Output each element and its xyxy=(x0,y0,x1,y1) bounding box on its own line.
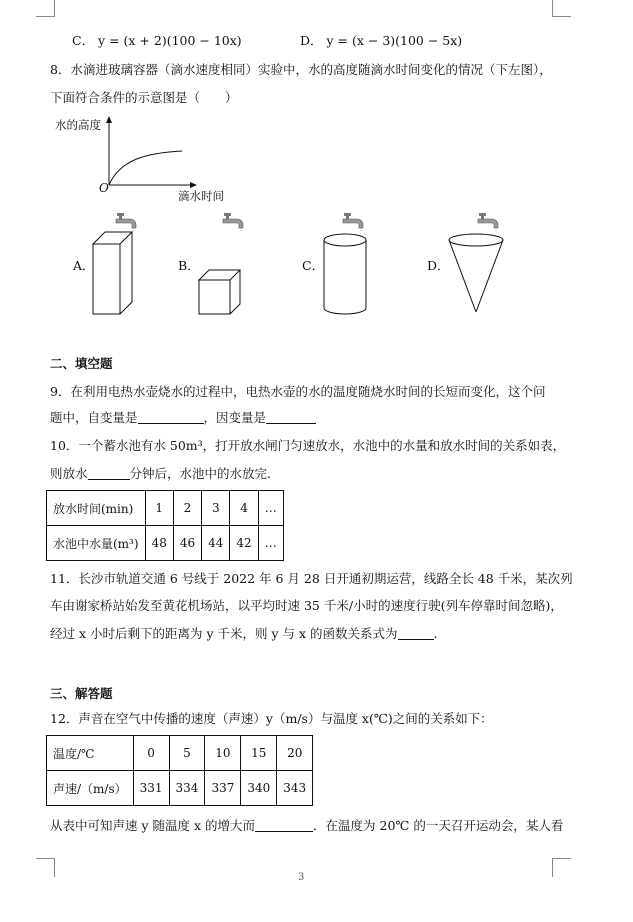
section-title-answer: 三、解答题 xyxy=(50,686,113,701)
q12-text-part1: 从表中可知声速 y 随温度 x 的增大而 xyxy=(50,818,256,833)
corner-mark-bottom-right xyxy=(552,858,571,877)
q11-text-part2: . xyxy=(433,626,438,641)
faucet-icon xyxy=(221,211,245,233)
q8-option-a-label: A． xyxy=(73,258,95,273)
q11-text-line2: 车由谢家桥站始发至黄花机场站，以平均时速 35 千米/小时的速度行驶(列车停靠时间忽略)， xyxy=(50,598,563,613)
q11-text-part1: 经过 x 小时后剩下的距离为 y 千米，则 y 与 x 的函数关系式为 xyxy=(50,626,398,641)
table-cell: 15 xyxy=(241,736,277,771)
table-cell: 331 xyxy=(133,771,169,806)
q12-text-line1: 12．声音在空气中传播的速度（声速）y（m/s）与温度 x(℃)之间的关系如下： xyxy=(50,711,493,726)
q10-drain-table xyxy=(46,490,284,561)
table-cell: 46 xyxy=(173,526,201,561)
table-row xyxy=(47,771,313,806)
q9-text-part1: 题中，自变量是 xyxy=(50,410,138,425)
table-cell: 放水时间(min) xyxy=(47,491,146,526)
q12-text-part2: ．在温度为 20℃ 的一天召开运动会，某人看 xyxy=(313,818,564,833)
q9-answer-blank-2[interactable] xyxy=(266,411,316,424)
q10-text-part1: 则放水 xyxy=(50,466,88,481)
q8-option-c-label: C． xyxy=(302,258,325,273)
table-cell: 343 xyxy=(277,771,313,806)
table-cell: … xyxy=(258,526,283,561)
q7-option-d: D． y = (x − 3)(100 − 5x) xyxy=(300,33,463,48)
table-cell: 2 xyxy=(173,491,201,526)
graph-ylabel: 水的高度 xyxy=(55,118,101,132)
table-cell: 337 xyxy=(205,771,241,806)
corner-mark-top-right xyxy=(552,0,571,17)
q8-text-line1: 8．水滴进玻璃容器（滴水速度相同）实验中，水的高度随滴水时间变化的情况（下左图）， xyxy=(50,62,552,77)
table-cell: 4 xyxy=(230,491,258,526)
graph-curve xyxy=(109,151,182,185)
container-cone xyxy=(444,230,508,316)
q8-option-b-label: B． xyxy=(178,258,200,273)
table-row xyxy=(47,736,313,771)
q12-sound-speed-table xyxy=(46,735,313,806)
q11-text-line1: 11．长沙市轨道交通 6 号线于 2022 年 6 月 28 日开通初期运营，线路全长 48 千米，某次列 xyxy=(50,571,573,586)
table-cell: 48 xyxy=(145,526,173,561)
q9-text-line2 xyxy=(50,410,316,426)
container-cube xyxy=(196,266,242,318)
q9-answer-blank-1[interactable] xyxy=(138,411,204,424)
table-cell: … xyxy=(258,491,283,526)
table-cell: 0 xyxy=(133,736,169,771)
table-cell: 10 xyxy=(205,736,241,771)
q10-text-line1: 10．一个蓄水池有水 50m³，打开放水闸门匀速放水，水池中的水量和放水时间的关系如表， xyxy=(50,438,566,453)
table-row xyxy=(47,526,284,561)
table-row xyxy=(47,491,284,526)
q11-text-line3 xyxy=(50,626,438,642)
graph-origin: O xyxy=(99,181,109,195)
table-cell: 42 xyxy=(230,526,258,561)
corner-mark-bottom-left xyxy=(36,858,55,877)
graph-y-arrow xyxy=(106,116,112,123)
table-cell: 5 xyxy=(169,736,205,771)
q9-text-part2: ，因变量是 xyxy=(203,410,267,425)
table-cell: 44 xyxy=(202,526,230,561)
container-cylinder xyxy=(320,230,370,318)
q10-text-part2: 分钟后，水池中的水放完. xyxy=(129,466,271,481)
q10-answer-blank[interactable] xyxy=(88,467,130,480)
table-cell: 3 xyxy=(202,491,230,526)
table-cell: 334 xyxy=(169,771,205,806)
graph-xlabel: 滴水时间 xyxy=(178,189,224,203)
q12-answer-blank[interactable] xyxy=(255,819,313,832)
table-cell: 温度/℃ xyxy=(47,736,134,771)
section-title-fill-in: 二、填空题 xyxy=(50,356,113,371)
water-height-graph xyxy=(100,115,200,195)
q8-text-line2: 下面符合条件的示意图是（ ） xyxy=(50,90,238,105)
q12-text-line2 xyxy=(50,818,563,834)
page-number: 3 xyxy=(298,872,305,883)
table-cell: 20 xyxy=(277,736,313,771)
q9-text-line1: 9．在利用电热水壶烧水的过程中，电热水壶的水的温度随烧水时间的长短而变化，这个问 xyxy=(50,384,546,399)
q10-text-line2 xyxy=(50,466,271,482)
q11-answer-blank[interactable] xyxy=(398,627,434,640)
table-cell: 水池中水量(m³) xyxy=(47,526,146,561)
table-cell: 声速/（m/s） xyxy=(47,771,134,806)
table-cell: 1 xyxy=(145,491,173,526)
graph-x-arrow xyxy=(190,182,197,188)
table-cell: 340 xyxy=(241,771,277,806)
corner-mark-top-left xyxy=(36,0,55,17)
q8-option-d-label: D． xyxy=(427,258,450,273)
q7-option-c: C． y = (x + 2)(100 − 10x) xyxy=(72,33,242,48)
container-tall-box xyxy=(90,228,136,316)
